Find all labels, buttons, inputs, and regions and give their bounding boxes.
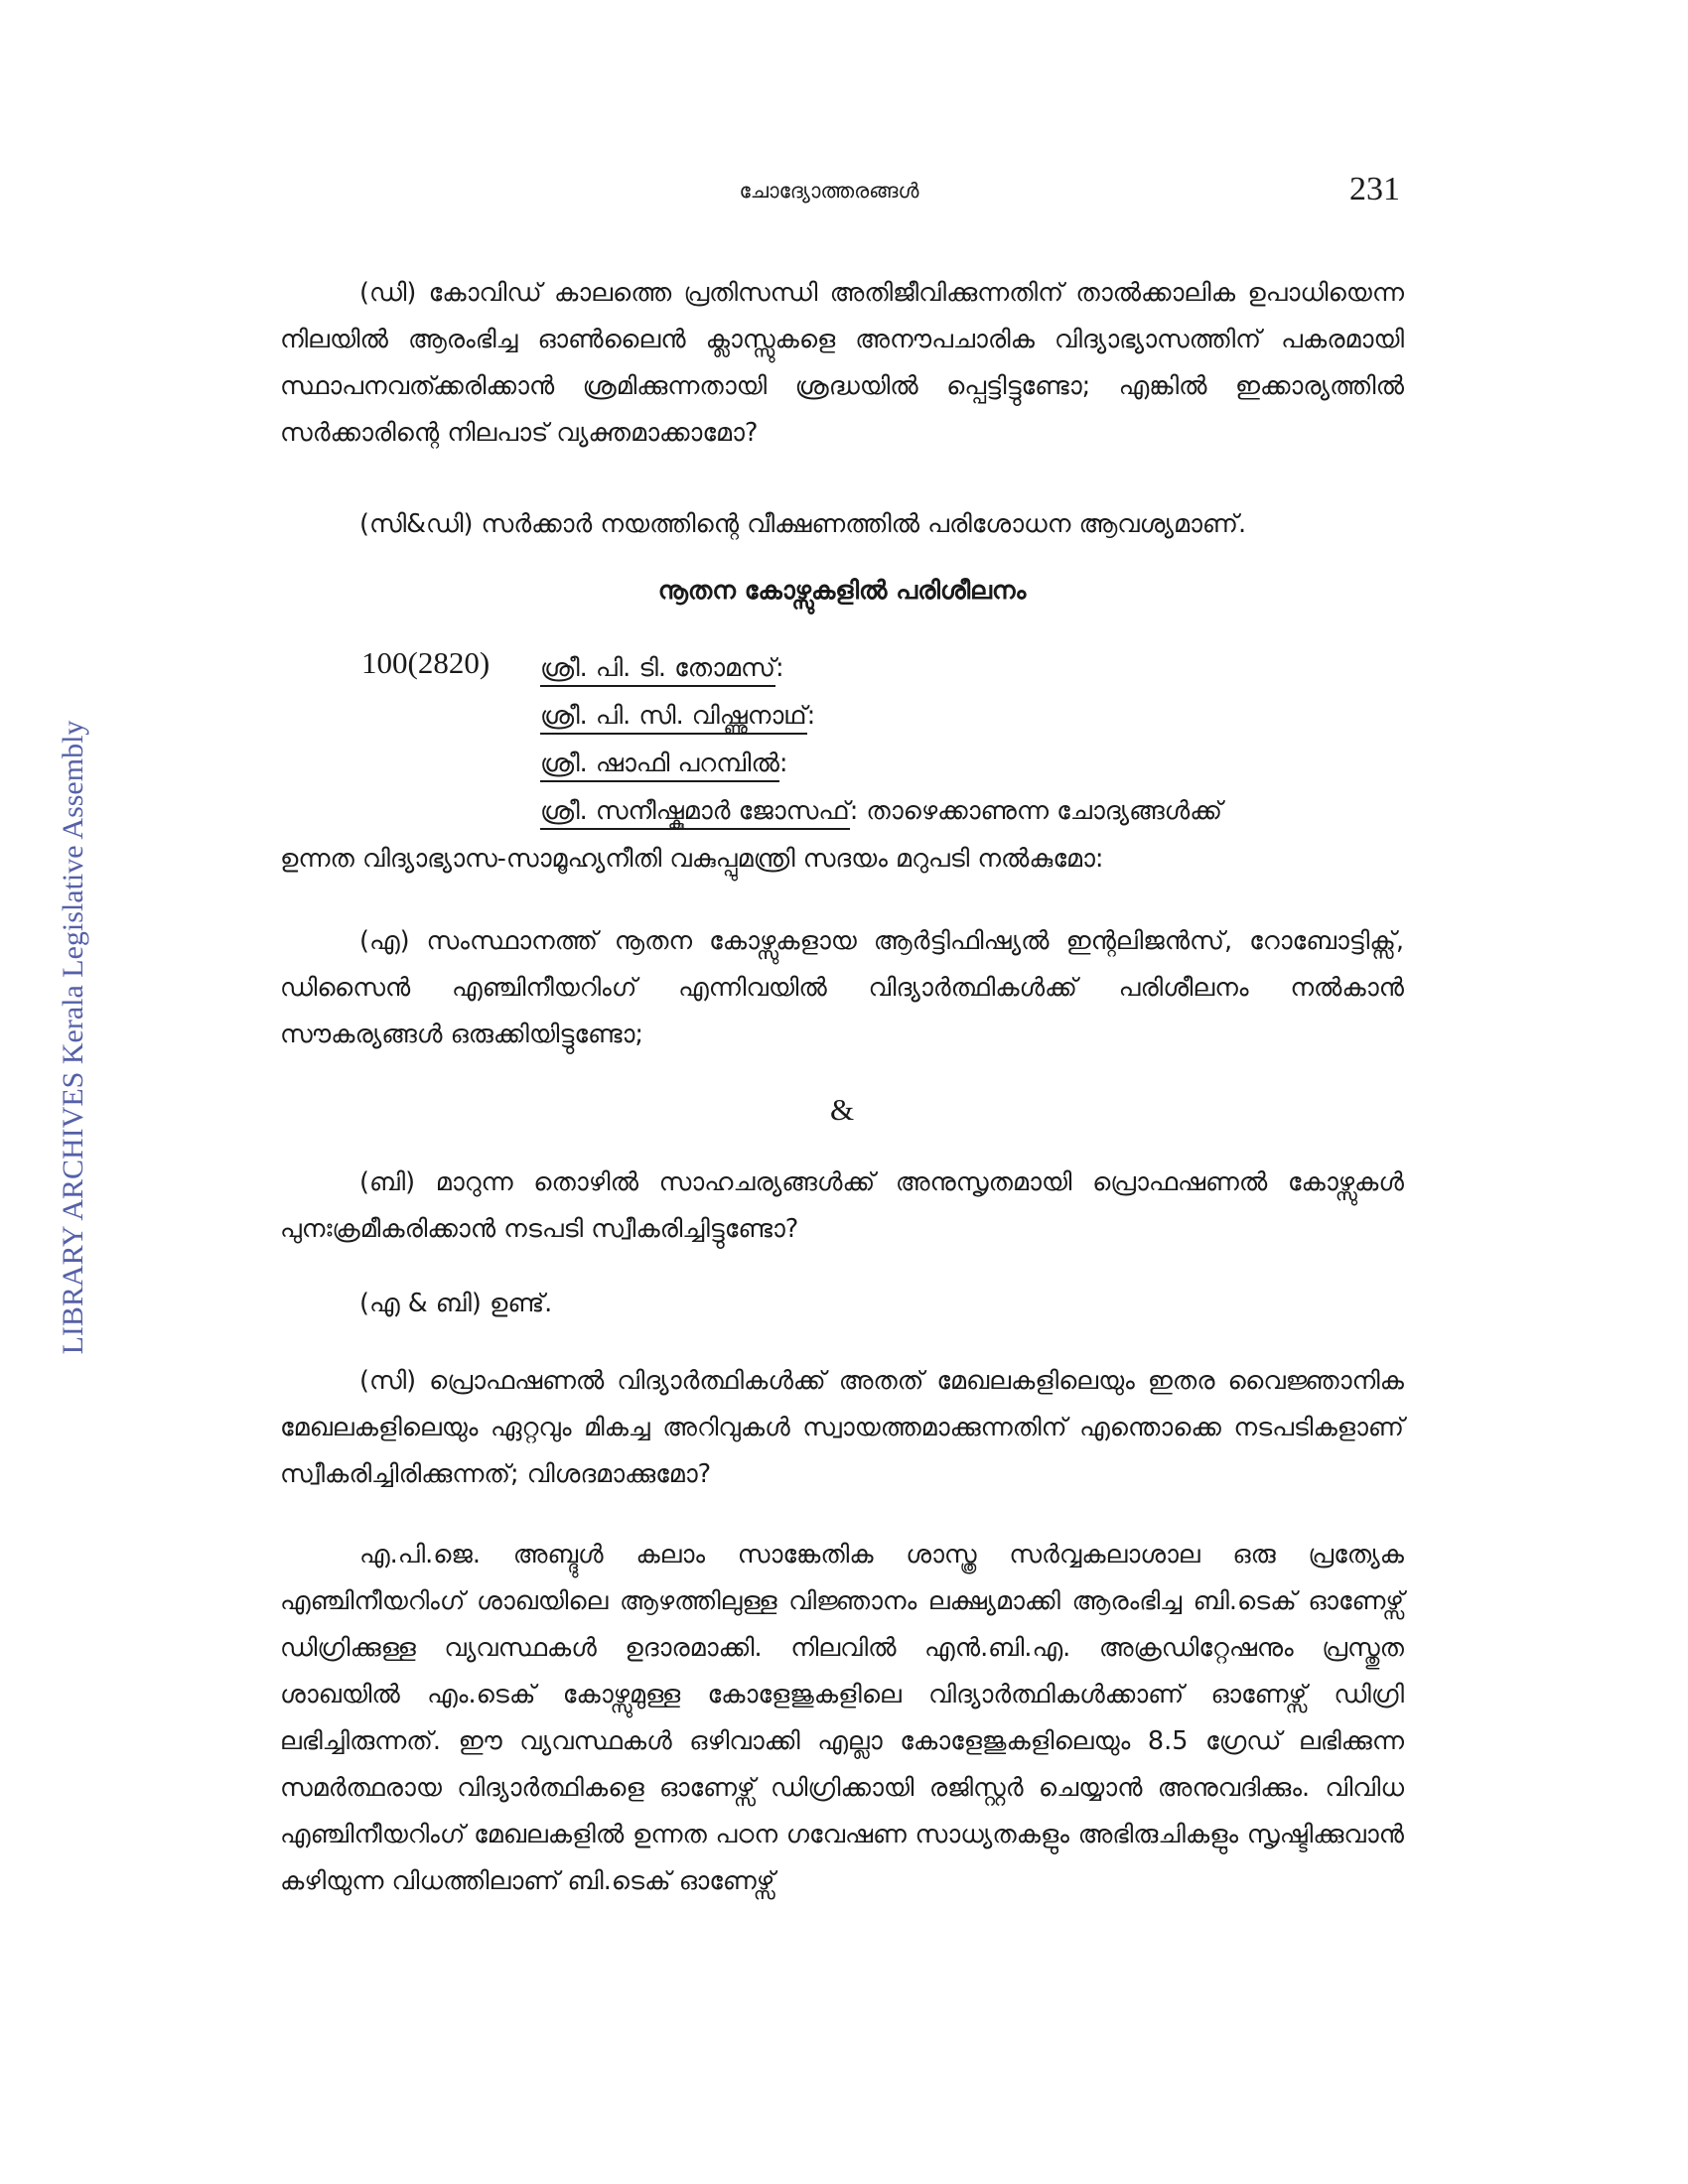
answer-c-text: എ.പി.ജെ. അബ്ദുൾ കലാം സാങ്കേതിക ശാസ്ത്ര സർവ്വകലാശാല ഒരു പ്രത്യേക എഞ്ചിനീയറിംഗ് ശാഖയിലെ ആഴത്തിലുള്ള വിജ്ഞാനം ലക്ഷ്യമാക്കി ആരംഭിച്ച ബി.ടെക് ഓണേഴ്സ് ഡിഗ്രിക്കുള്ള വ്യവസ്ഥകൾ ഉദാരമാക്കി. നിലവിൽ എൻ.ബി.എ. അക്രഡിറ്റേഷനും പ്രസ്തുത ശാഖയിൽ എം.ടെക് കോഴ്സുമുള്ള കോളേജുകളിലെ വിദ്യാർത്ഥികൾക്കാണ് ഓണേഴ്സ് ഡിഗ്രി ലഭിച്ചിരുന്നത്. ഈ വ്യവസ്ഥകൾ ഒഴിവാക്കി എല്ലാ കോളേജുകളിലെയും 8.5 ഗ്രേഡ് ലഭിക്കുന്ന സമർത്ഥരായ വിദ്യാർത്ഥികളെ ഓണേഴ്സ് ഡിഗ്രിക്കായി രജിസ്റ്റർ ചെയ്യാൻ അനുവദിക്കും. വിവിധ എഞ്ചിനീയറിംഗ് മേഖലകളിൽ ഉന്നത പഠന ഗവേഷണ സാധ്യതകളും അഭിരുചികളും സൃഷ്ടിക്കുവാൻ കഴിയുന്ന വിധത്തിലാണ് ബി.ടെക് ഓണേഴ്സ് [280, 1540, 1404, 1896]
member-name-4: ശ്രീ. സനീഷ്കുമാർ ജോസഫ്: താഴെക്കാണുന്ന ചോദ്യങ്ങൾക്ക് [540, 796, 1222, 827]
member-name-3: ശ്രീ. ഷാഫി പറമ്പിൽ: [540, 749, 787, 779]
running-header [258, 171, 1400, 220]
header-title: ചോദ്യോത്തരങ്ങൾ [739, 179, 919, 203]
question-c-text: (സി) പ്രൊഫഷണൽ വിദ്യാർത്ഥികൾക്ക് അതത് മേഖലകളിലെയും ഇതര വൈജ്ഞാനിക മേഖലകളിലെയും ഏറ്റവും മികച്ച അറിവുകൾ സ്വായത്തമാക്കുന്നതിന് എന്തൊക്കെ നടപടികളാണ് സ്വീകരിച്ചിരിക്കുന്നത്; വിശദമാക്കുമോ? [280, 1366, 1404, 1489]
ampersand-separator: & [829, 1092, 855, 1127]
question-number: 100(2820) [361, 645, 491, 680]
question-intro-tail: താഴെക്കാണുന്ന ചോദ്യങ്ങൾക്ക് [858, 796, 1222, 826]
question-a-paragraph [280, 918, 1404, 1058]
member-name-1: ശ്രീ. പി. ടി. തോമസ്: [540, 653, 784, 684]
answer-ab-text: (എ & ബി) ഉണ്ട്. [359, 1289, 553, 1318]
answer-c-paragraph [280, 1532, 1404, 1905]
answer-cd-text: (സി&ഡി) സർക്കാർ നയത്തിന്റെ വീക്ഷണത്തിൽ പരിശോധന ആവശ്യമാണ്. [359, 509, 1247, 539]
answer-cd-paragraph [280, 501, 1404, 548]
question-header-block [280, 645, 1404, 884]
section-heading: നൂതന കോഴ്സുകളിൽ പരിശീലനം [657, 576, 1027, 606]
page-number: 231 [1349, 171, 1400, 207]
question-c-paragraph [280, 1358, 1404, 1498]
question-a-text: (എ) സംസ്ഥാനത്ത് നൂതന കോഴ്സുകളായ ആർട്ടിഫിഷ്യൽ ഇന്റലിജൻസ്, റോബോട്ടിക്സ്, ഡിസൈൻ എഞ്ചിനീയറിംഗ് എന്നിവയിൽ വിദ്യാർത്ഥികൾക്ക് പരിശീലനം നൽകാൻ സൗകര്യങ്ങൾ ഒരുക്കിയിട്ടുണ്ടോ; [280, 926, 1404, 1049]
question-b-paragraph [280, 1160, 1404, 1253]
question-intro-line: ഉന്നത വിദ്യാഭ്യാസ-സാമൂഹ്യനീതി വകുപ്പുമന്ത്രി സദയം മറുപടി നൽകുമോ: [280, 844, 1104, 874]
answer-ab-paragraph [280, 1281, 1404, 1327]
member-name-2: ശ്രീ. പി. സി. വിഷ്ണുനാഥ്: [540, 701, 815, 732]
question-d-paragraph [280, 270, 1404, 457]
archive-watermark: LIBRARY ARCHIVES Kerala Legislative Assembly [57, 720, 89, 1355]
question-d-text: (ഡി) കോവിഡ് കാലത്തെ പ്രതിസന്ധി അതിജീവിക്കുന്നതിന് താൽക്കാലിക ഉപാധിയെന്ന നിലയിൽ ആരംഭിച്ച ഓൺലൈൻ ക്ലാസ്സുകളെ അനൗപചാരിക വിദ്യാഭ്യാസത്തിന് പകരമായി സ്ഥാപനവത്ക്കരിക്കാൻ ശ്രമിക്കുന്നതായി ശ്രദ്ധയിൽ പ്പെട്ടിട്ടുണ്ടോ; എങ്കിൽ ഇക്കാര്യത്തിൽ സർക്കാരിന്റെ നിലപാട് വ്യക്തമാക്കാമോ? [280, 278, 1404, 448]
question-b-text: (ബി) മാറുന്ന തൊഴിൽ സാഹചര്യങ്ങൾക്ക് അനുസൃതമായി പ്രൊഫഷണൽ കോഴ്സുകൾ പുനഃക്രമീകരിക്കാൻ നടപടി സ്വീകരിച്ചിട്ടുണ്ടോ? [280, 1167, 1404, 1244]
